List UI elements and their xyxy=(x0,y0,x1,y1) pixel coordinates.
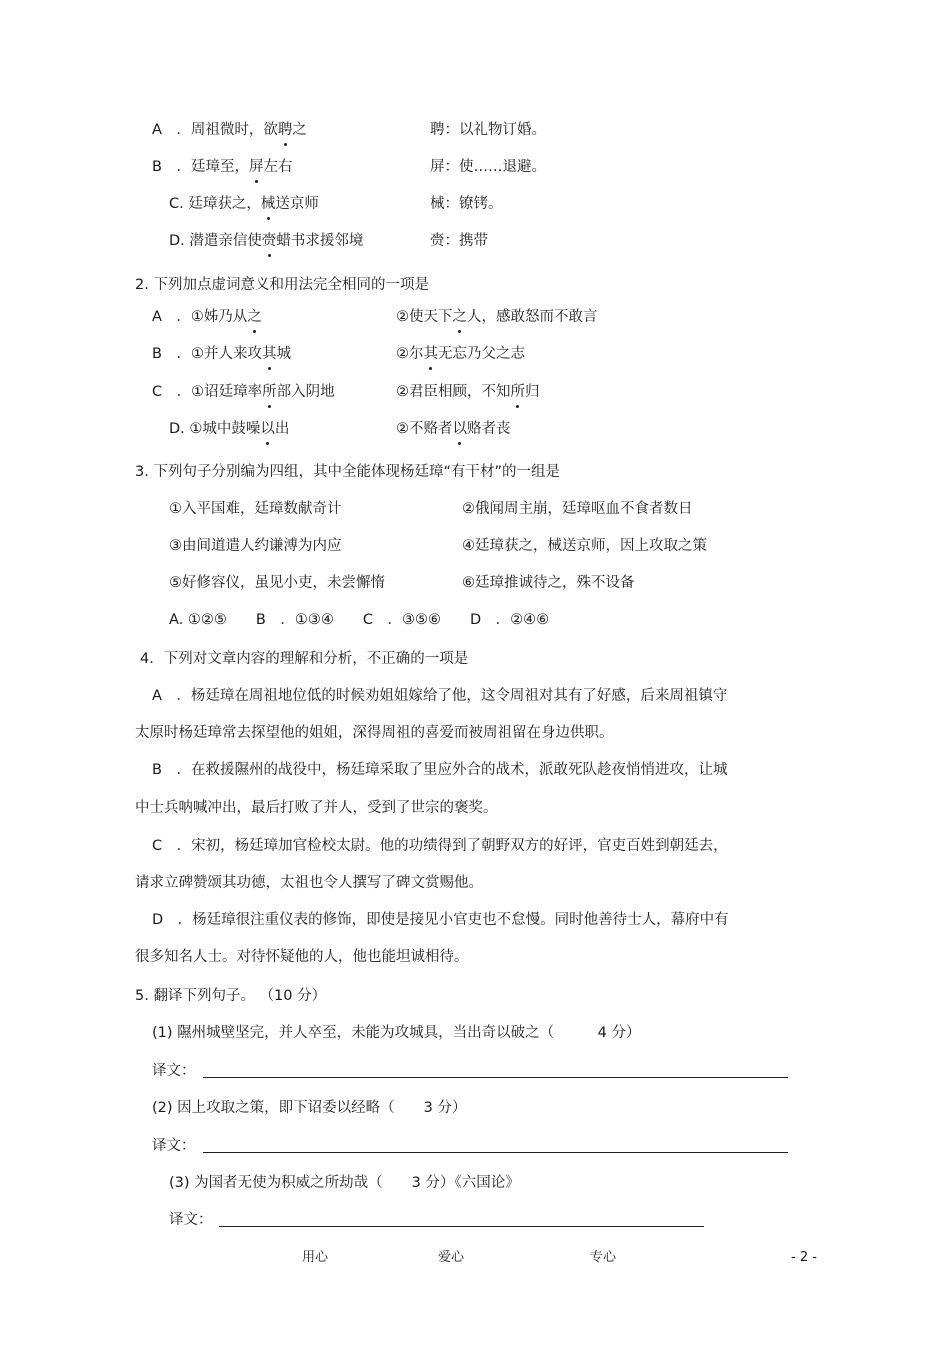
q5-answer-label-1: 译文： xyxy=(152,1063,196,1079)
q4-option-d-line2: 很多知名人士。对待怀疑他的人，他也能坦诚相待。 xyxy=(135,949,469,965)
emphasis-mark: 赍 xyxy=(261,233,277,249)
q2-option-c-2: ②君臣相顾，不知所归 xyxy=(396,384,540,400)
q2-option-b-1: B ．①并人来攻其城 xyxy=(152,346,291,362)
q1-note-d: 赍：携带 xyxy=(430,233,488,249)
q5-stem: 5. 翻译下列句子。 （10 分） xyxy=(135,988,327,1004)
q2-option-d-2: ②不赂者以赂者丧 xyxy=(396,421,511,437)
q4-option-a-line1: A ．杨廷璋在周祖地位低的时候劝姐姐嫁给了他，这令周祖对其有了好感，后来周祖镇守 xyxy=(152,688,728,704)
q1-note-a: 聘：以礼物订婚。 xyxy=(430,122,546,138)
emphasis-mark: 其 xyxy=(261,346,277,362)
emphasis-mark: 以 xyxy=(260,421,275,437)
page-number: - 2 - xyxy=(791,1250,817,1265)
q4-option-b-line1: B ．在救援隰州的战役中，杨廷璋采取了里应外合的战术，派敢死队趁夜悄悄进攻，让城 xyxy=(152,762,728,778)
q3-sentence-2: ②俄闻周主崩，廷璋呕血不食者数日 xyxy=(462,501,693,517)
q2-stem: 2. 下列加点虚词意义和用法完全相同的一项是 xyxy=(135,277,429,293)
q2-option-c-1: C ．①诏廷璋率所部入阴地 xyxy=(152,384,335,400)
q1-note-c: 械：镣铐。 xyxy=(430,196,503,212)
q3-sentence-4: ④廷璋获之，械送京师，因上攻取之策 xyxy=(462,538,707,554)
footer-zhuanxin: 专心 xyxy=(590,1250,617,1265)
q3-options: A. ①②⑤ B ．①③④ C ．③⑤⑥ D ．②④⑥ xyxy=(169,612,550,628)
q1-option-a: A ．周祖微时，欲聘之 xyxy=(152,122,307,138)
q4-option-d-line1: D ．杨廷璋很注重仪表的修饰，即使是接见小官吏也不怠慢。同时他善待士人，幕府中有 xyxy=(152,912,729,928)
emphasis-mark: 所 xyxy=(510,384,525,400)
emphasis-mark: 之 xyxy=(452,309,467,325)
q5-answer-label-2: 译文： xyxy=(152,1138,196,1154)
emphasis-mark: 其 xyxy=(423,346,438,362)
q2-option-d-1: D. ①城中鼓噪以出 xyxy=(169,421,290,437)
q4-option-c-line1: C ．宋初，杨廷璋加官检校太尉。他的功绩得到了朝野双方的好评，官吏百姓到朝廷去， xyxy=(152,838,728,854)
q2-option-a-2: ②使天下之人，感敢怒而不敢言 xyxy=(396,309,598,325)
q3-sentence-3: ③由间道遣人约谦溥为内应 xyxy=(169,538,342,554)
q3-sentence-1: ①入平国难，廷璋数献奇计 xyxy=(169,501,342,517)
emphasis-mark: 聘 xyxy=(277,122,293,138)
answer-line-1[interactable] xyxy=(203,1077,788,1078)
emphasis-mark: 屏 xyxy=(248,159,264,175)
q1-note-b: 屏：使……退避。 xyxy=(430,159,546,175)
q5-sentence-1: (1) 隰州城壁坚完，并人卒至，未能为攻城具，当出奇以破之（ 4 分） xyxy=(152,1025,641,1041)
emphasis-mark: 所 xyxy=(262,384,277,400)
q1-option-c: C. 廷璋获之，械送京师 xyxy=(169,196,319,212)
answer-line-3[interactable] xyxy=(219,1226,704,1227)
q5-answer-label-3: 译文： xyxy=(169,1212,213,1228)
answer-line-2[interactable] xyxy=(203,1152,788,1153)
footer-yongxin: 用心 xyxy=(302,1250,329,1265)
q3-sentence-6: ⑥廷璋推诚待之，殊不设备 xyxy=(462,575,635,591)
q4-option-b-line2: 中士兵呐喊冲出，最后打败了并人，受到了世宗的褒奖。 xyxy=(135,800,498,816)
q4-stem: 4．下列对文章内容的理解和分析，不正确的一项是 xyxy=(140,651,469,667)
q4-option-c-line2: 请求立碑赞颂其功德，太祖也令人撰写了碑文赏赐他。 xyxy=(135,875,483,891)
emphasis-mark: 之 xyxy=(247,309,262,325)
q5-sentence-2: (2) 因上攻取之策，即下诏委以经略（ 3 分） xyxy=(152,1100,467,1116)
q3-stem: 3. 下列句子分别编为四组，其中全能体现杨廷璋“有干材”的一组是 xyxy=(135,464,560,480)
q2-option-a-1: A ．①姊乃从之 xyxy=(152,309,262,325)
q4-option-a-line2: 太原时杨廷璋常去探望他的姐姐，深得周祖的喜爱而被周祖留在身边供职。 xyxy=(135,725,614,741)
q3-sentence-5: ⑤好修容仪，虽见小吏，未尝懈惰 xyxy=(169,575,385,591)
emphasis-mark: 以 xyxy=(452,421,467,437)
q1-option-b: B ．廷璋至，屏左右 xyxy=(152,159,293,175)
emphasis-mark: 械 xyxy=(260,196,276,212)
q2-option-b-2: ②尔其无忘乃父之志 xyxy=(396,346,525,362)
q1-option-d: D. 潜遣亲信使赍蜡书求援邻境 xyxy=(169,233,364,249)
footer-aixin: 爱心 xyxy=(438,1250,465,1265)
q5-sentence-3: (3) 为国者无使为积威之所劫哉（ 3 分）《六国论》 xyxy=(169,1175,520,1191)
